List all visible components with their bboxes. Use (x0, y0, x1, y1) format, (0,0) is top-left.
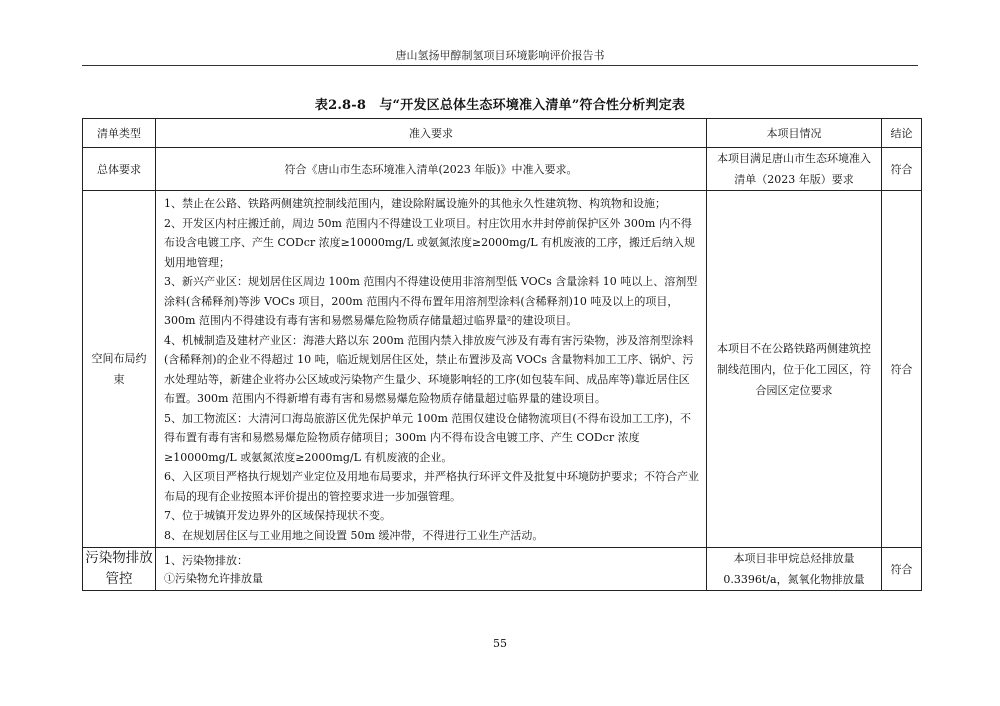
requirement-item: 3、新兴产业区：规划居住区周边 100m 范围内不得建设使用非溶剂型低 VOCs 含量涂料 10 吨以上、溶剂型涂料(含稀释剂)等涉 VOCs 项目，200m 范围内不得布置年用溶剂型涂料(含稀释剂)10 吨及以上的项目，300m 范围内不得建设有毒有害和易燃易爆危险物质存储量超过临界量²的建设项目。 (164, 275, 698, 327)
row-type: 空间布局约束 (83, 191, 156, 548)
table-row (83, 191, 922, 548)
table-row (83, 548, 922, 591)
row-conclusion: 符合 (882, 148, 922, 191)
table-row (83, 148, 922, 191)
header-rule (82, 65, 918, 66)
requirement-item: 2、开发区内村庄搬迁前，周边 50m 范围内不得建设工业项目。村庄饮用水井封停前保护区外 300m 内不得布设含电镀工序、产生 CODcr 浓度≥10000mg/L 或氨氮浓度≥2000mg/L 有机废液的工序，搬迁后纳入规划用地管理； (164, 216, 696, 269)
compliance-table (82, 118, 922, 591)
column-header: 准入要求 (156, 119, 707, 148)
requirement-item: 8、在规划居住区与工业用地之间设置 50m 缓冲带，不得进行工业生产活动。 (164, 528, 544, 542)
requirement-item: ①污染物允许排放量 (164, 571, 263, 585)
column-header: 结论 (882, 119, 922, 148)
row-conclusion: 符合 (882, 191, 922, 548)
row-conclusion: 符合 (882, 548, 922, 591)
table-header-row (83, 119, 922, 148)
requirement-item: 5、加工物流区：大清河口海岛旅游区优先保护单元 100m 范围仅建设仓储物流项目(不得布设加工工序)，不得布置有毒有害和易燃易爆危险物质存储项目；300m 内不得布设含电镀工序、产生 CODcr 浓度≥10000mg/L 或氨氮浓度≥2000mg/L 有机废液的企业。 (164, 411, 691, 464)
row-requirement: 符合《唐山市生态环境准入清单(2023 年版)》中准入要求。 (156, 148, 707, 191)
row-type: 污染物排放管控 (83, 548, 156, 591)
requirement-item: 7、位于城镇开发边界外的区域保持现状不变。 (164, 509, 391, 522)
table-caption: 表2.8-8 与“开发区总体生态环境准入清单”符合性分析判定表 (314, 98, 686, 113)
row-requirements (156, 191, 707, 548)
requirement-item: 4、机械制造及建材产业区：海港大路以东 200m 范围内禁入排放废气涉及有毒有害污染物，涉及溶剂型涂料(含稀释剂)的企业不得超过 10 吨，临近规划居住区处，禁止布置涉及高 VOCs 含量物料加工工序、锅炉、污水处理站等，新建企业将办公区域或污染物产生量少、环境影响轻的工序(如包装车间、成品库等)靠近居住区布置。300m 范围内不得新增有毒有害和易燃易爆危险物质存储量超过临界量的建设项目。 (164, 333, 694, 405)
column-header: 清单类型 (83, 119, 156, 148)
page-number: 55 (493, 637, 507, 650)
row-situation: 本项目不在公路铁路两侧建筑控制线范围内，位于化工园区，符合园区定位要求 (707, 191, 882, 548)
running-header: 唐山氢扬甲醇制氢项目环境影响评价报告书 (395, 49, 605, 62)
row-situation: 本项目满足唐山市生态环境准入清单（2023 年版）要求 (707, 148, 882, 191)
row-type: 总体要求 (83, 148, 156, 191)
row-requirements (156, 548, 707, 591)
requirement-item: 6、入区项目严格执行规划产业定位及用地布局要求，并严格执行环评文件及批复中环境防护要求；不符合产业布局的现有企业按照本评价提出的管控要求进一步加强管理。 (164, 470, 699, 503)
requirement-item: 1、禁止在公路、铁路两侧建筑控制线范围内，建设除附属设施外的其他永久性建筑物、构筑物和设施； (164, 197, 666, 210)
column-header: 本项目情况 (707, 119, 882, 148)
row-situation: 本项目非甲烷总烃排放量 0.3396t/a，氮氧化物排放量 (707, 548, 882, 591)
requirement-item: 1、污染物排放： (164, 553, 248, 567)
